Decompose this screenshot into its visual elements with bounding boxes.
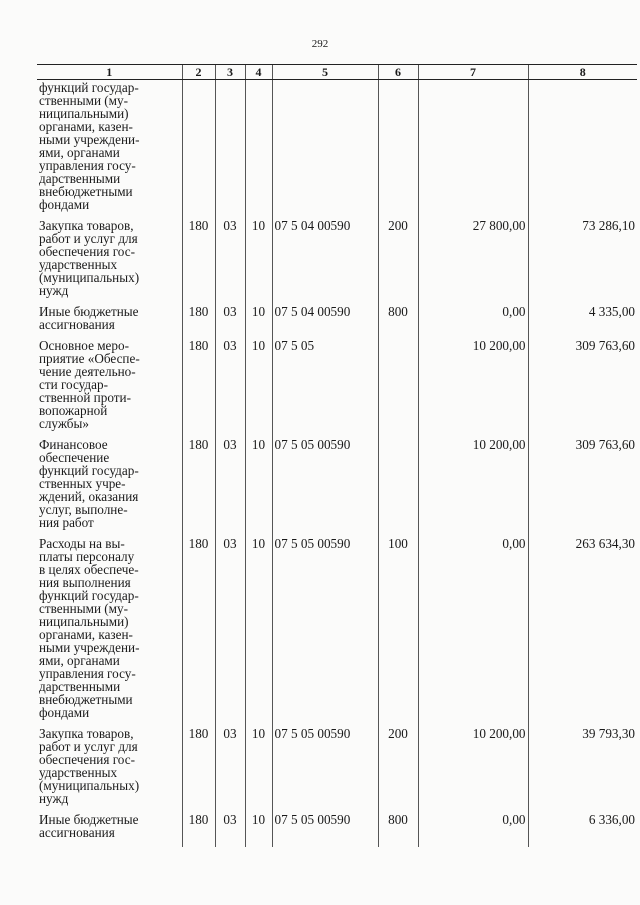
- cell-section: 03: [215, 727, 245, 813]
- table-row: [37, 537, 637, 727]
- cell-target-article: 07 5 05: [272, 339, 378, 438]
- cell-amount-1: 0,00: [418, 813, 528, 847]
- row-name-line: обеспечения гос-: [39, 244, 135, 259]
- table-row: [37, 80, 637, 220]
- cell-admin-code: 180: [182, 339, 215, 438]
- column-header: 2: [182, 65, 215, 80]
- cell-subsection: 10: [245, 339, 272, 438]
- cell-amount-1: 10 200,00: [418, 727, 528, 813]
- row-name-line: ассигнования: [39, 825, 115, 840]
- row-name-line: Финансовое: [39, 437, 108, 452]
- cell-target-article: 07 5 05 00590: [272, 727, 378, 813]
- cell-subsection: 10: [245, 727, 272, 813]
- cell-amount-2: 73 286,10: [528, 219, 637, 305]
- cell-subsection: 10: [245, 305, 272, 339]
- cell-section: 03: [215, 537, 245, 727]
- cell-amount-1: 0,00: [418, 305, 528, 339]
- table-row: [37, 339, 637, 438]
- cell-amount-2: 39 793,30: [528, 727, 637, 813]
- row-name-line: услуг, выполне-: [39, 502, 128, 517]
- column-header: 6: [378, 65, 418, 80]
- column-header: 1: [37, 65, 182, 80]
- cell-section: 03: [215, 219, 245, 305]
- header-row: [37, 65, 637, 80]
- row-name-line: органами, казен-: [39, 627, 133, 642]
- cell-subsection: [245, 80, 272, 220]
- cell-subsection: 10: [245, 438, 272, 537]
- table-row: [37, 305, 637, 339]
- row-name-line: платы персоналу: [39, 549, 135, 564]
- column-header: 7: [418, 65, 528, 80]
- cell-target-article: 07 5 05 00590: [272, 537, 378, 727]
- cell-amount-2: 309 763,60: [528, 438, 637, 537]
- column-header: 3: [215, 65, 245, 80]
- cell-section: 03: [215, 813, 245, 847]
- row-name-line: ния работ: [39, 515, 94, 530]
- cell-amount-2: 6 336,00: [528, 813, 637, 847]
- table-row: [37, 219, 637, 305]
- row-name-line: (муниципальных): [39, 270, 140, 285]
- row-name-line: фондами: [39, 705, 90, 720]
- row-name-line: фондами: [39, 197, 90, 212]
- cell-expense-type: 100: [378, 537, 418, 727]
- cell-target-article: 07 5 05 00590: [272, 438, 378, 537]
- cell-target-article: 07 5 04 00590: [272, 305, 378, 339]
- cell-subsection: 10: [245, 219, 272, 305]
- cell-target-article: 07 5 05 00590: [272, 813, 378, 847]
- column-header: 8: [528, 65, 637, 80]
- cell-expense-type: 800: [378, 305, 418, 339]
- row-name-line: Закупка товаров,: [39, 218, 134, 233]
- cell-expense-type: [378, 80, 418, 220]
- row-name-line: ственными (му-: [39, 93, 129, 108]
- row-name-line: функций государ-: [39, 463, 139, 478]
- row-name-line: обеспечение: [39, 450, 110, 465]
- row-name-line: работ и услуг для: [39, 739, 138, 754]
- row-name-line: ассигнования: [39, 317, 115, 332]
- budget-table: [37, 64, 637, 847]
- row-name-line: вопожарной: [39, 403, 108, 418]
- row-name-line: ударственных: [39, 765, 118, 780]
- cell-expense-type: 200: [378, 727, 418, 813]
- row-name-line: ственных учре-: [39, 476, 126, 491]
- table-row: [37, 438, 637, 537]
- row-name-line: Иные бюджетные: [39, 812, 139, 827]
- row-name-line: органами, казен-: [39, 119, 133, 134]
- cell-subsection: 10: [245, 537, 272, 727]
- row-name-line: в целях обеспече-: [39, 562, 139, 577]
- cell-admin-code: 180: [182, 813, 215, 847]
- row-name-line: ями, органами: [39, 145, 120, 160]
- cell-amount-2: 4 335,00: [528, 305, 637, 339]
- row-name-line: (муниципальных): [39, 778, 140, 793]
- row-name-line: Закупка товаров,: [39, 726, 134, 741]
- row-name-line: дарственными: [39, 171, 121, 186]
- row-name-line: нужд: [39, 283, 69, 298]
- row-name-line: ударственных: [39, 257, 118, 272]
- cell-amount-1: 0,00: [418, 537, 528, 727]
- cell-admin-code: 180: [182, 438, 215, 537]
- row-name-line: ниципальными): [39, 106, 129, 121]
- row-name-line: Иные бюджетные: [39, 304, 139, 319]
- cell-amount-2: 263 634,30: [528, 537, 637, 727]
- row-name-cell: [37, 438, 182, 537]
- cell-admin-code: 180: [182, 537, 215, 727]
- cell-amount-2: 309 763,60: [528, 339, 637, 438]
- row-name-cell: [37, 339, 182, 438]
- table-row: [37, 727, 637, 813]
- row-name-line: ными учреждени-: [39, 640, 140, 655]
- row-name-cell: [37, 305, 182, 339]
- cell-amount-1: 10 200,00: [418, 438, 528, 537]
- column-header: 5: [272, 65, 378, 80]
- cell-expense-type: [378, 339, 418, 438]
- row-name-cell: [37, 727, 182, 813]
- row-name-line: службы»: [39, 416, 89, 431]
- column-header: 4: [245, 65, 272, 80]
- row-name-line: управления госу-: [39, 158, 136, 173]
- row-name-line: ния выполнения: [39, 575, 131, 590]
- row-name-line: внебюджетными: [39, 692, 133, 707]
- row-name-line: ственными (му-: [39, 601, 129, 616]
- row-name-line: ями, органами: [39, 653, 120, 668]
- cell-expense-type: 200: [378, 219, 418, 305]
- row-name-cell: [37, 813, 182, 847]
- cell-target-article: [272, 80, 378, 220]
- cell-admin-code: 180: [182, 305, 215, 339]
- cell-admin-code: [182, 80, 215, 220]
- row-name-line: функций государ-: [39, 588, 139, 603]
- row-name-line: ными учреждени-: [39, 132, 140, 147]
- cell-admin-code: 180: [182, 727, 215, 813]
- cell-target-article: 07 5 04 00590: [272, 219, 378, 305]
- row-name-cell: [37, 80, 182, 220]
- row-name-line: работ и услуг для: [39, 231, 138, 246]
- cell-expense-type: [378, 438, 418, 537]
- row-name-line: обеспечения гос-: [39, 752, 135, 767]
- row-name-line: нужд: [39, 791, 69, 806]
- row-name-line: приятие «Обеспе-: [39, 351, 140, 366]
- row-name-line: сти государ-: [39, 377, 108, 392]
- row-name-line: ждений, оказания: [39, 489, 139, 504]
- row-name-line: внебюджетными: [39, 184, 133, 199]
- row-name-line: чение деятельно-: [39, 364, 136, 379]
- cell-admin-code: 180: [182, 219, 215, 305]
- row-name-line: ниципальными): [39, 614, 129, 629]
- row-name-line: функций государ-: [39, 80, 139, 95]
- cell-section: 03: [215, 305, 245, 339]
- cell-section: 03: [215, 339, 245, 438]
- cell-amount-1: 27 800,00: [418, 219, 528, 305]
- cell-subsection: 10: [245, 813, 272, 847]
- row-name-line: дарственными: [39, 679, 121, 694]
- table-row: [37, 813, 637, 847]
- row-name-cell: [37, 219, 182, 305]
- cell-section: [215, 80, 245, 220]
- row-name-cell: [37, 537, 182, 727]
- row-name-line: Расходы на вы-: [39, 536, 125, 551]
- page-number: 292: [311, 38, 329, 50]
- row-name-line: ственной проти-: [39, 390, 131, 405]
- row-name-line: Основное меро-: [39, 338, 129, 353]
- cell-amount-1: 10 200,00: [418, 339, 528, 438]
- cell-amount-1: [418, 80, 528, 220]
- row-name-line: управления госу-: [39, 666, 136, 681]
- cell-amount-2: [528, 80, 637, 220]
- cell-section: 03: [215, 438, 245, 537]
- cell-expense-type: 800: [378, 813, 418, 847]
